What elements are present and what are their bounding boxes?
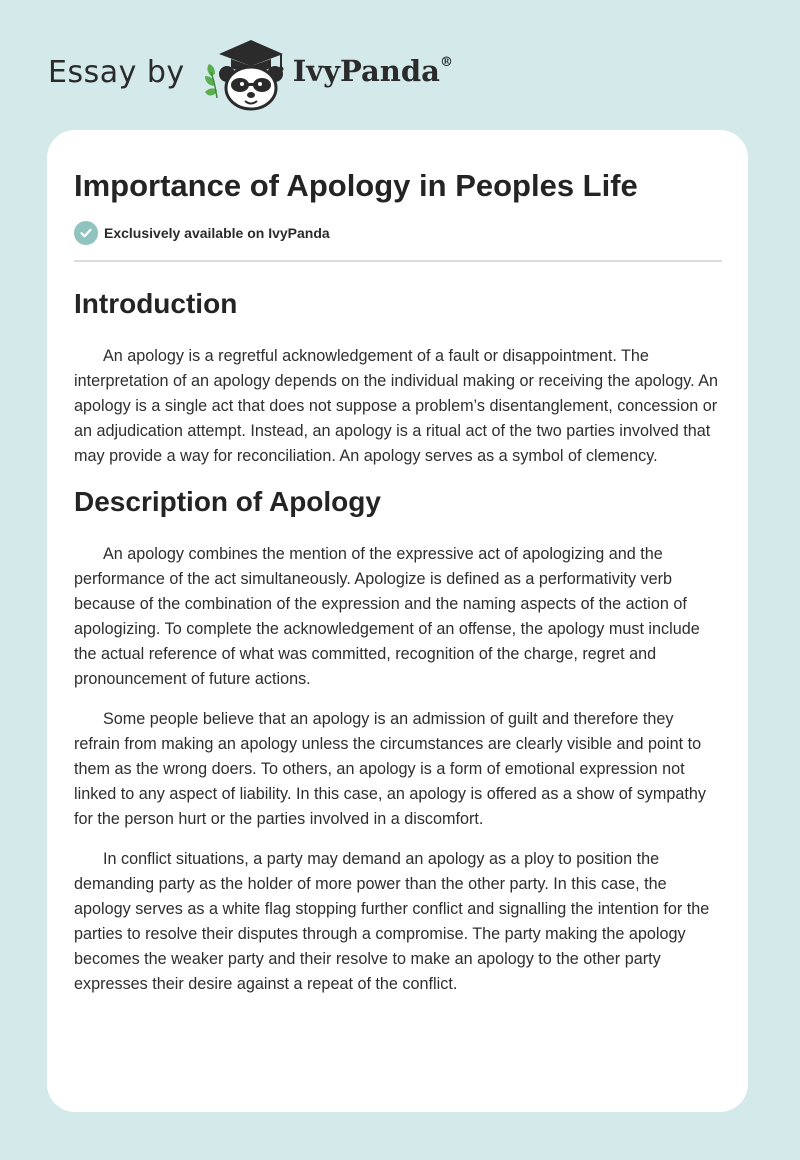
check-circle-icon: [74, 221, 98, 245]
paragraph: Some people believe that an apology is an admission of guilt and therefore they refrain from making an apology unless the circumstances are clearly visible and point to them as the wrong doers. To others, an apology is a form of emotional expression not linked to any aspect of liability. In this case, an apology is offered as a show of sympathy for the person hurt or the parties involved in a discomfort.: [74, 710, 706, 828]
essay-card: [47, 130, 748, 1112]
brand-name[interactable]: [293, 54, 453, 88]
title-divider: [74, 260, 722, 262]
brand-text: IvyPanda: [292, 54, 440, 88]
exclusive-badge: [74, 221, 722, 245]
ivy-leaf-icon: [205, 64, 217, 98]
paragraph: An apology combines the mention of the expressive act of apologizing and the performance of the act simultaneously. Apologize is defined as a performativity verb because of the combination of the expression and the naming aspects of the action of apologizing. To complete the acknowledgement of an offense, the apology must include the actual reference of what was committed, recognition of the charge, regret and pronouncement of future actions.: [74, 545, 700, 688]
exclusive-text: Exclusively available on IvyPanda: [104, 225, 330, 241]
essay-by-label: Essay by: [48, 54, 185, 90]
registered-mark: ®: [439, 55, 453, 71]
paragraph: An apology is a regretful acknowledgement of a fault or disappointment. The interpretation of an apology depends on the individual making or receiving the apology. An apology is a single act that does not suppose a problem’s disentanglement, concession or an adjudication attempt. Instead, an apology is a ritual act of the two parties involved that may provide a way for reconciliation. An apology serves as a symbol of clemency.: [74, 347, 719, 465]
site-header: [48, 32, 453, 112]
essay-title: Importance of Apology in Peoples Life: [74, 168, 638, 203]
paragraph: In conflict situations, a party may demand an apology as a ploy to position the demanding party as the holder of more power than the other party. In this case, the apology serves as a white flag stopping further conflict and signalling the intention for the parties to resolve their disputes through a compromise. The party making the apology becomes the weaker party and their resolve to make an apology to the other party expresses their desire against a repeat of the conflict.: [74, 850, 710, 993]
section-heading-introduction: Introduction: [74, 288, 238, 319]
panda-logo-icon[interactable]: [201, 32, 287, 112]
section-heading-description: Description of Apology: [74, 486, 381, 517]
